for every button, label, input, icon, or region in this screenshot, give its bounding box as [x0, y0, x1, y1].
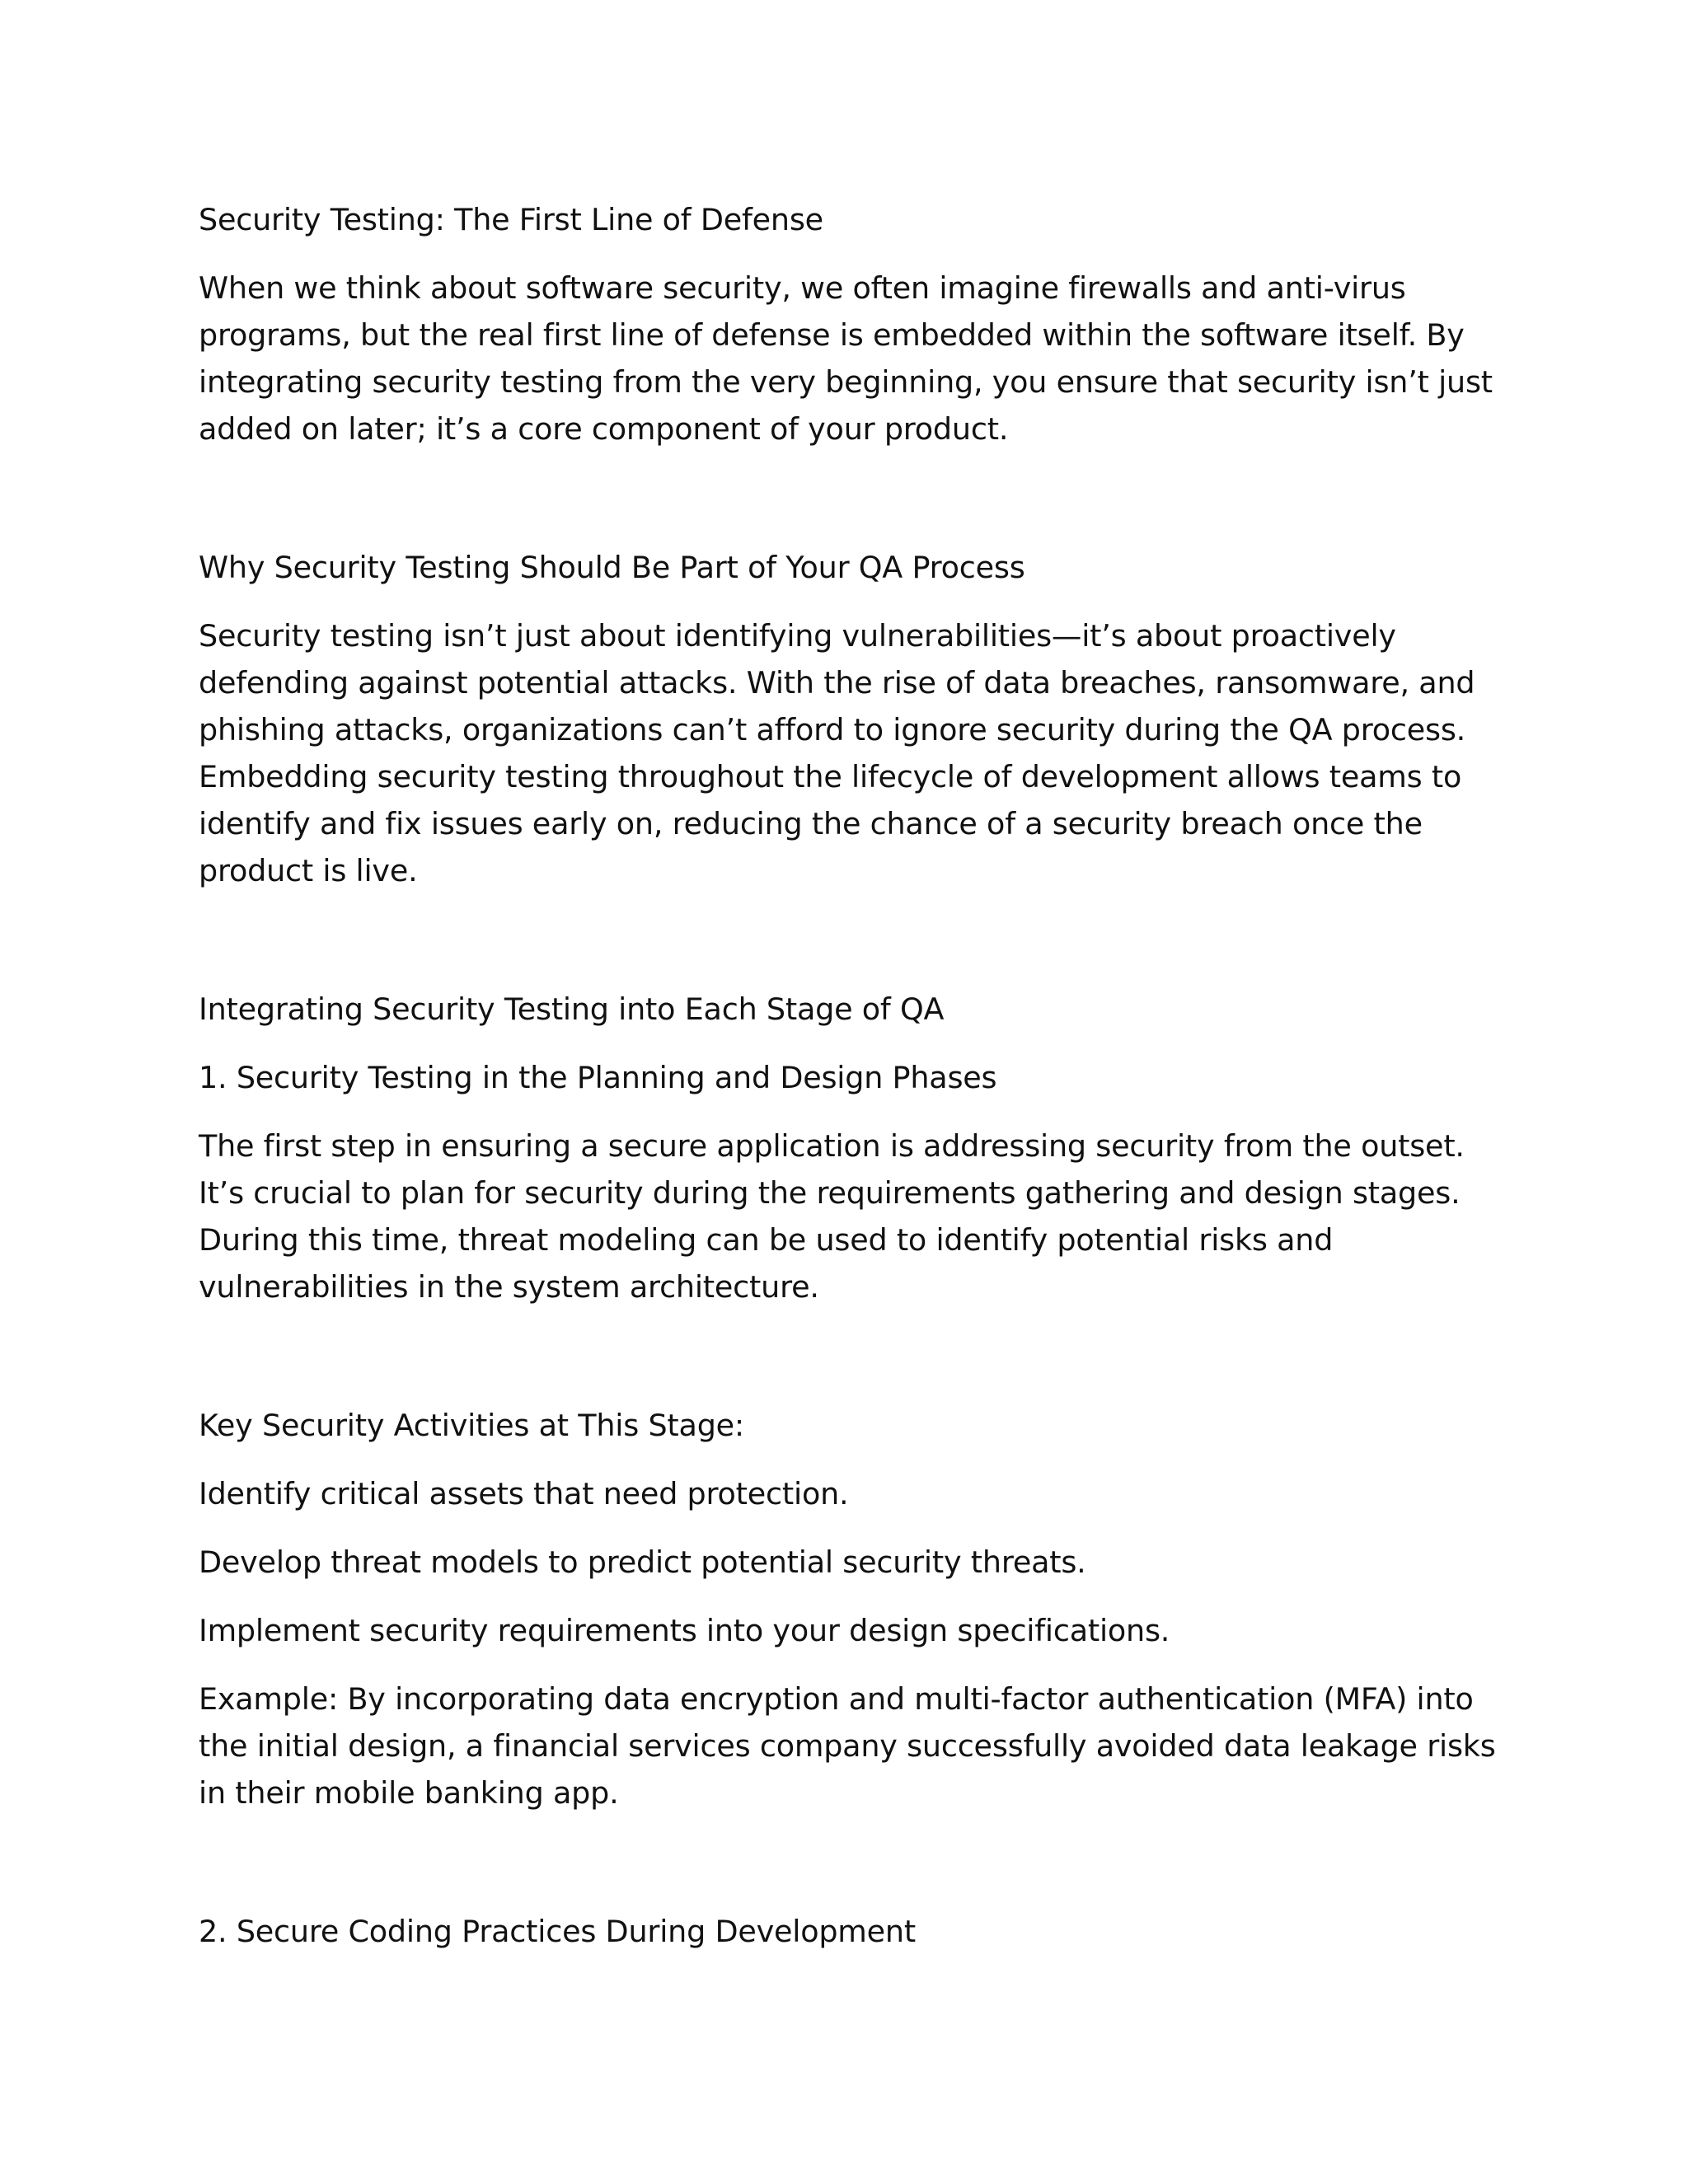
subheading-secure-coding: 2. Secure Coding Practices During Development	[199, 1914, 916, 1949]
list-item: Identify critical assets that need protection.	[199, 1476, 849, 1511]
paragraph-planning-design: The first step in ensuring a secure application is addressing security from the outset. It’s crucial to plan for security during the requirements gathering and design stages. During this time, threat modeling can be used to identify potential risks and vulnerabilities in the system architecture.	[199, 1128, 1465, 1305]
paragraph-example: Example: By incorporating data encryption and multi-factor authentication (MFA) into the initial design, a financial services company successfully avoided data leakage risks in their mobile banking app.	[199, 1681, 1496, 1811]
subheading-planning-design: 1. Security Testing in the Planning and Design Phases	[199, 1060, 997, 1095]
list-item: Develop threat models to predict potential security threats.	[199, 1544, 1086, 1580]
list-item: Implement security requirements into your design specifications.	[199, 1613, 1170, 1648]
section-heading-key-activities: Key Security Activities at This Stage:	[199, 1408, 745, 1443]
paragraph-why-security-testing: Security testing isn’t just about identifying vulnerabilities—it’s about proactively defending against potential attacks. With the rise of data breaches, ransomware, and phishing attacks, organizations can’t afford to ignore security during the QA process. Embedding security testing throughout the lifecycle of development allows teams to identify and fix issues early on, reducing the chance of a security breach once the product is live.	[199, 618, 1475, 888]
section-heading-why-security-testing: Why Security Testing Should Be Part of Your QA Process	[199, 550, 1025, 585]
paragraph-first-line-of-defense: When we think about software security, we often imagine firewalls and anti-virus programs, but the real first line of defense is embedded within the software itself. By integrating security testing from the very beginning, you ensure that security isn’t just added on later; it’s a core component of your product.	[199, 270, 1493, 447]
section-heading-security-testing: Security Testing: The First Line of Defense	[199, 202, 823, 237]
section-heading-integrating-security: Integrating Security Testing into Each Stage of QA	[199, 991, 945, 1027]
document-body	[199, 196, 1497, 1976]
